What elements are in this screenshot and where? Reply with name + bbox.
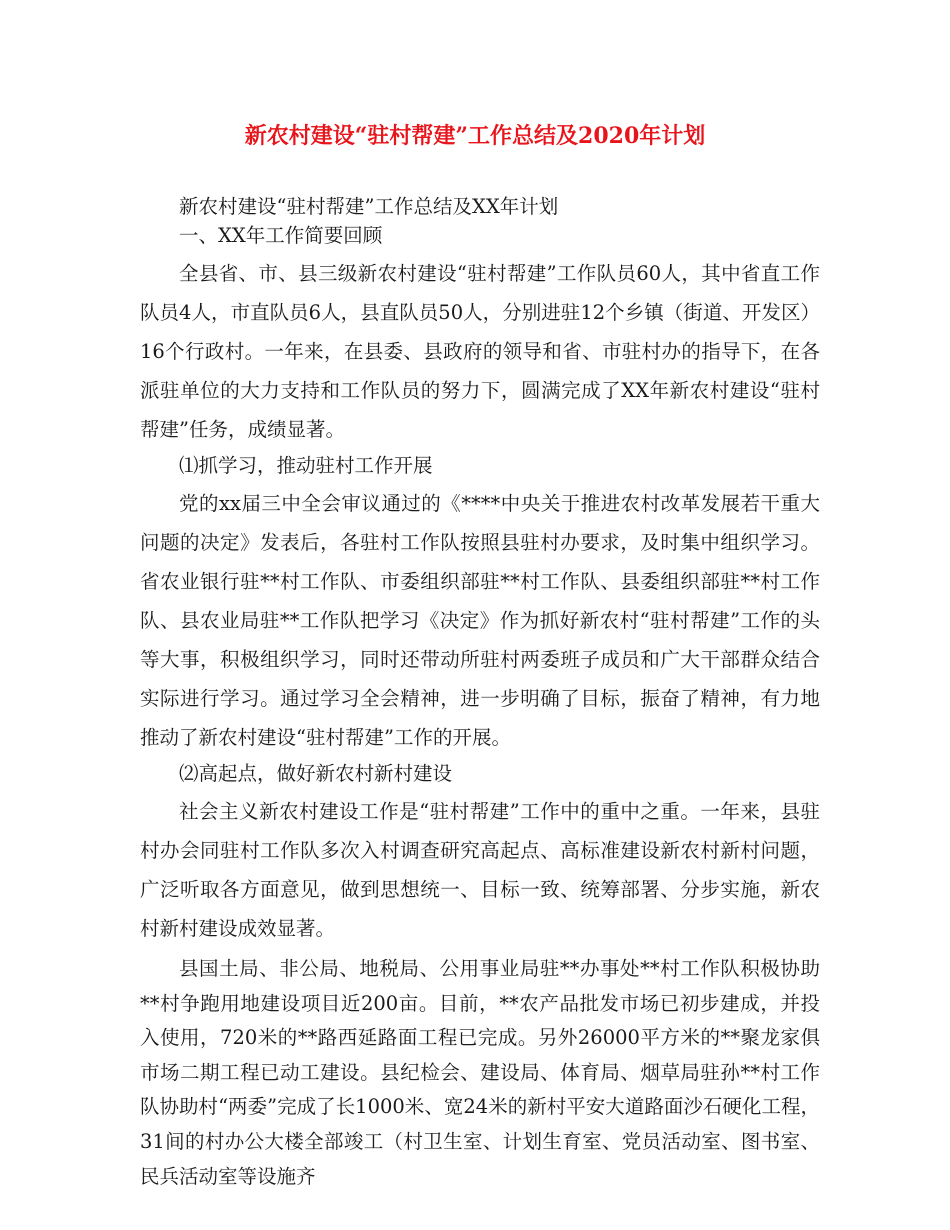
section-heading: 一、XX年工作简要回顾 (179, 224, 383, 247)
document-title: 新农村建设“驻村帮建”工作总结及2020年计划 (244, 123, 706, 149)
subsection-heading: ⑴抓学习，推动驻村工作开展 (179, 454, 433, 477)
subtitle-paragraph: 新农村建设“驻村帮建”工作总结及XX年计划 (179, 195, 559, 218)
body-paragraph: 社会主义新农村建设工作是“驻村帮建”工作中的重中之重。一年来，县驻村办会同驻村工作队多次入村调查研究高起点、高标准建设新农村新村问题，广泛听取各方面意见，做到思想统一、目标一致、统筹部署、分步实施，新农村新村建设成效显著。 (140, 800, 820, 940)
document-body (140, 192, 820, 1194)
body-paragraph: 党的xx届三中全会审议通过的《****中央关于推进农村改革发展若干重大问题的决定》发表后，各驻村工作队按照县驻村办要求，及时集中组织学习。省农业银行驻**村工作队、市委组织部驻**村工作队、县委组织部驻**村工作队、县农业局驻**工作队把学习《决定》作为抓好新农村“驻村帮建”工作的头等大事，积极组织学习，同时还带动所驻村两委班子成员和广大干部群众结合实际进行学习。通过学习全会精神，进一步明确了目标，振奋了精神，有力地推动了新农村建设“驻村帮建”工作的开展。 (140, 492, 820, 749)
body-paragraph: 全县省、市、县三级新农村建设“驻村帮建”工作队员60人，其中省直工作队员4人，市直队员6人，县直队员50人，分别进驻12个乡镇（街道、开发区）16个行政村。一年来，在县委、县政府的领导和省、市驻村办的指导下，在各派驻单位的大力支持和工作队员的努力下，圆满完成了XX年新农村建设“驻村帮建”任务，成绩显著。 (140, 262, 820, 441)
subsection-heading: ⑵高起点，做好新农村新村建设 (179, 762, 453, 785)
body-paragraph: 县国土局、非公局、地税局、公用事业局驻**办事处**村工作队积极协助**村争跑用地建设项目近200亩。目前，**农产品批发市场已初步建成，并投入使用，720米的**路西延路面工程已完成。另外26000平方米的**聚龙家俱市场二期工程已动工建设。县纪检会、建设局、体育局、烟草局驻孙**村工作队协助村“两委”完成了长1000米、宽24米的新村平安大道路面沙石硬化工程，31间的村办公大楼全部竣工（村卫生室、计划生育室、党员活动室、图书室、民兵活动室等设施齐 (140, 957, 820, 1188)
